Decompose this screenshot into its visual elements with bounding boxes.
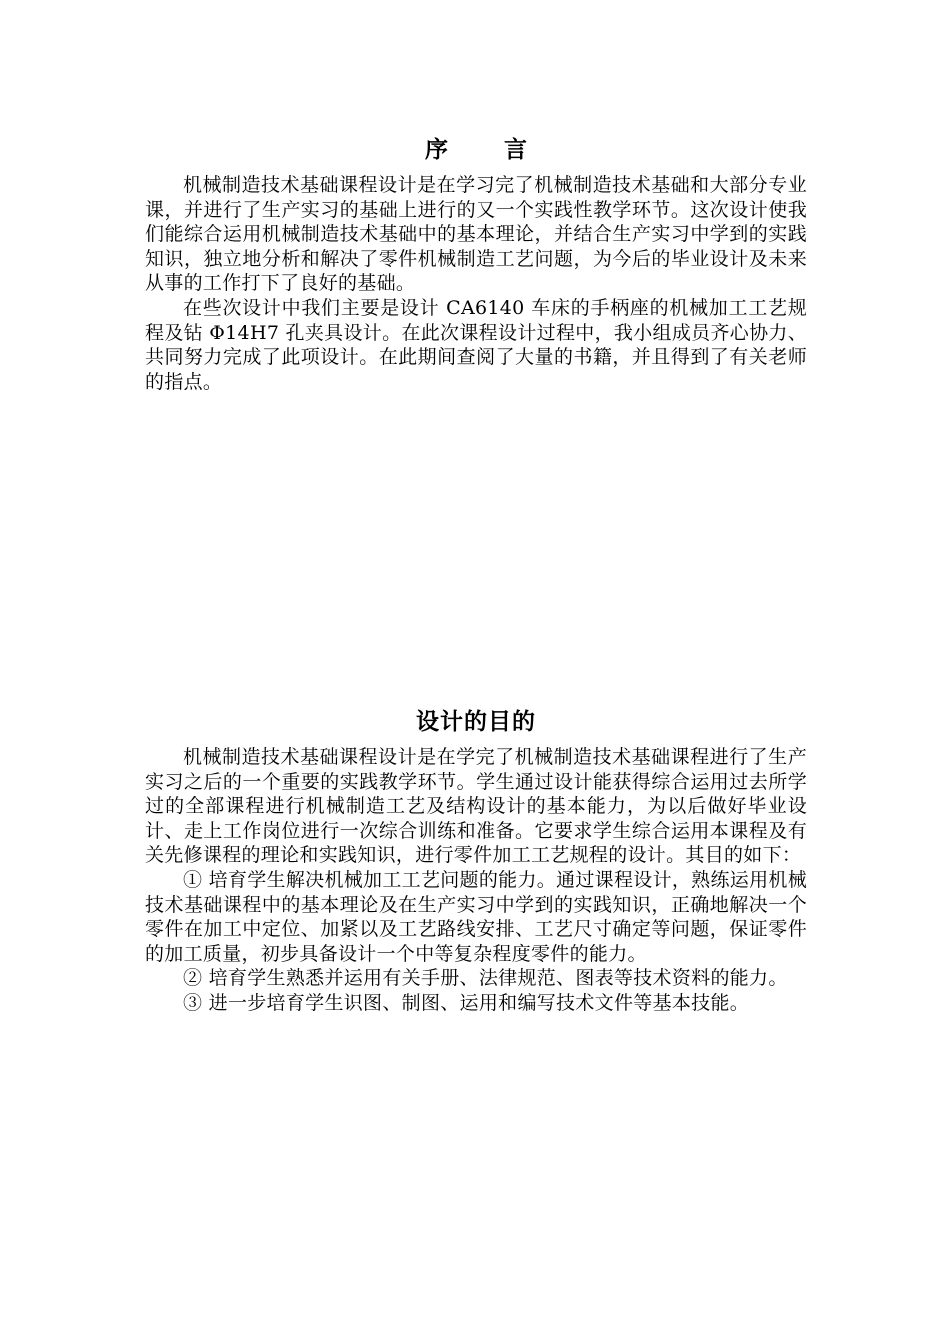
preface-paragraph-2: 在些次设计中我们主要是设计 CA6140 车床的手柄座的机械加工工艺规程及钻 Φ14H7 孔夹具设计。在此次课程设计过程中，我小组成员齐心协力、共同努力完成了此项设计。在此期间查阅了大量的书籍，并且得到了有关老师的指点。 [145,296,807,393]
purpose-item-3: ③ 进一步培育学生识图、制图、运用和编写技术文件等基本技能。 [183,991,750,1014]
purpose-item-2: ② 培育学生熟悉并运用有关手册、法律规范、图表等技术资料的能力。 [183,967,788,990]
preface-paragraph-1: 机械制造技术基础课程设计是在学习完了机械制造技术基础和大部分专业课，并进行了生产实习的基础上进行的又一个实践性教学环节。这次设计使我们能综合运用机械制造技术基础中的基本理论，并结合生产实习中学到的实践知识，独立地分析和解决了零件机械制造工艺问题，为今后的毕业设计及未来从事的工作打下了良好的基础。 [145,174,807,295]
preface-section [145,133,807,394]
purpose-title: 设计的目的 [416,708,536,735]
preface-title: 序 言 [424,136,551,163]
purpose-item-1: ① 培育学生解决机械加工工艺问题的能力。通过课程设计，熟练运用机械技术基础课程中的基本理论及在生产实习中学到的实践知识，正确地解决一个零件在加工中定位、加紧以及工艺路线安排、工艺尺寸确定等问题，保证零件的加工质量，初步具备设计一个中等复杂程度零件的能力。 [145,868,807,965]
purpose-paragraph-1: 机械制造技术基础课程设计是在学完了机械制造技术基础课程进行了生产实习之后的一个重要的实践教学环节。学生通过设计能获得综合运用过去所学过的全部课程进行机械制造工艺及结构设计的基本能力，为以后做好毕业设计、走上工作岗位进行一次综合训练和准备。它要求学生综合运用本课程及有关先修课程的理论和实践知识，进行零件加工工艺规程的设计。其目的如下： [145,746,807,867]
purpose-section [145,705,807,1016]
